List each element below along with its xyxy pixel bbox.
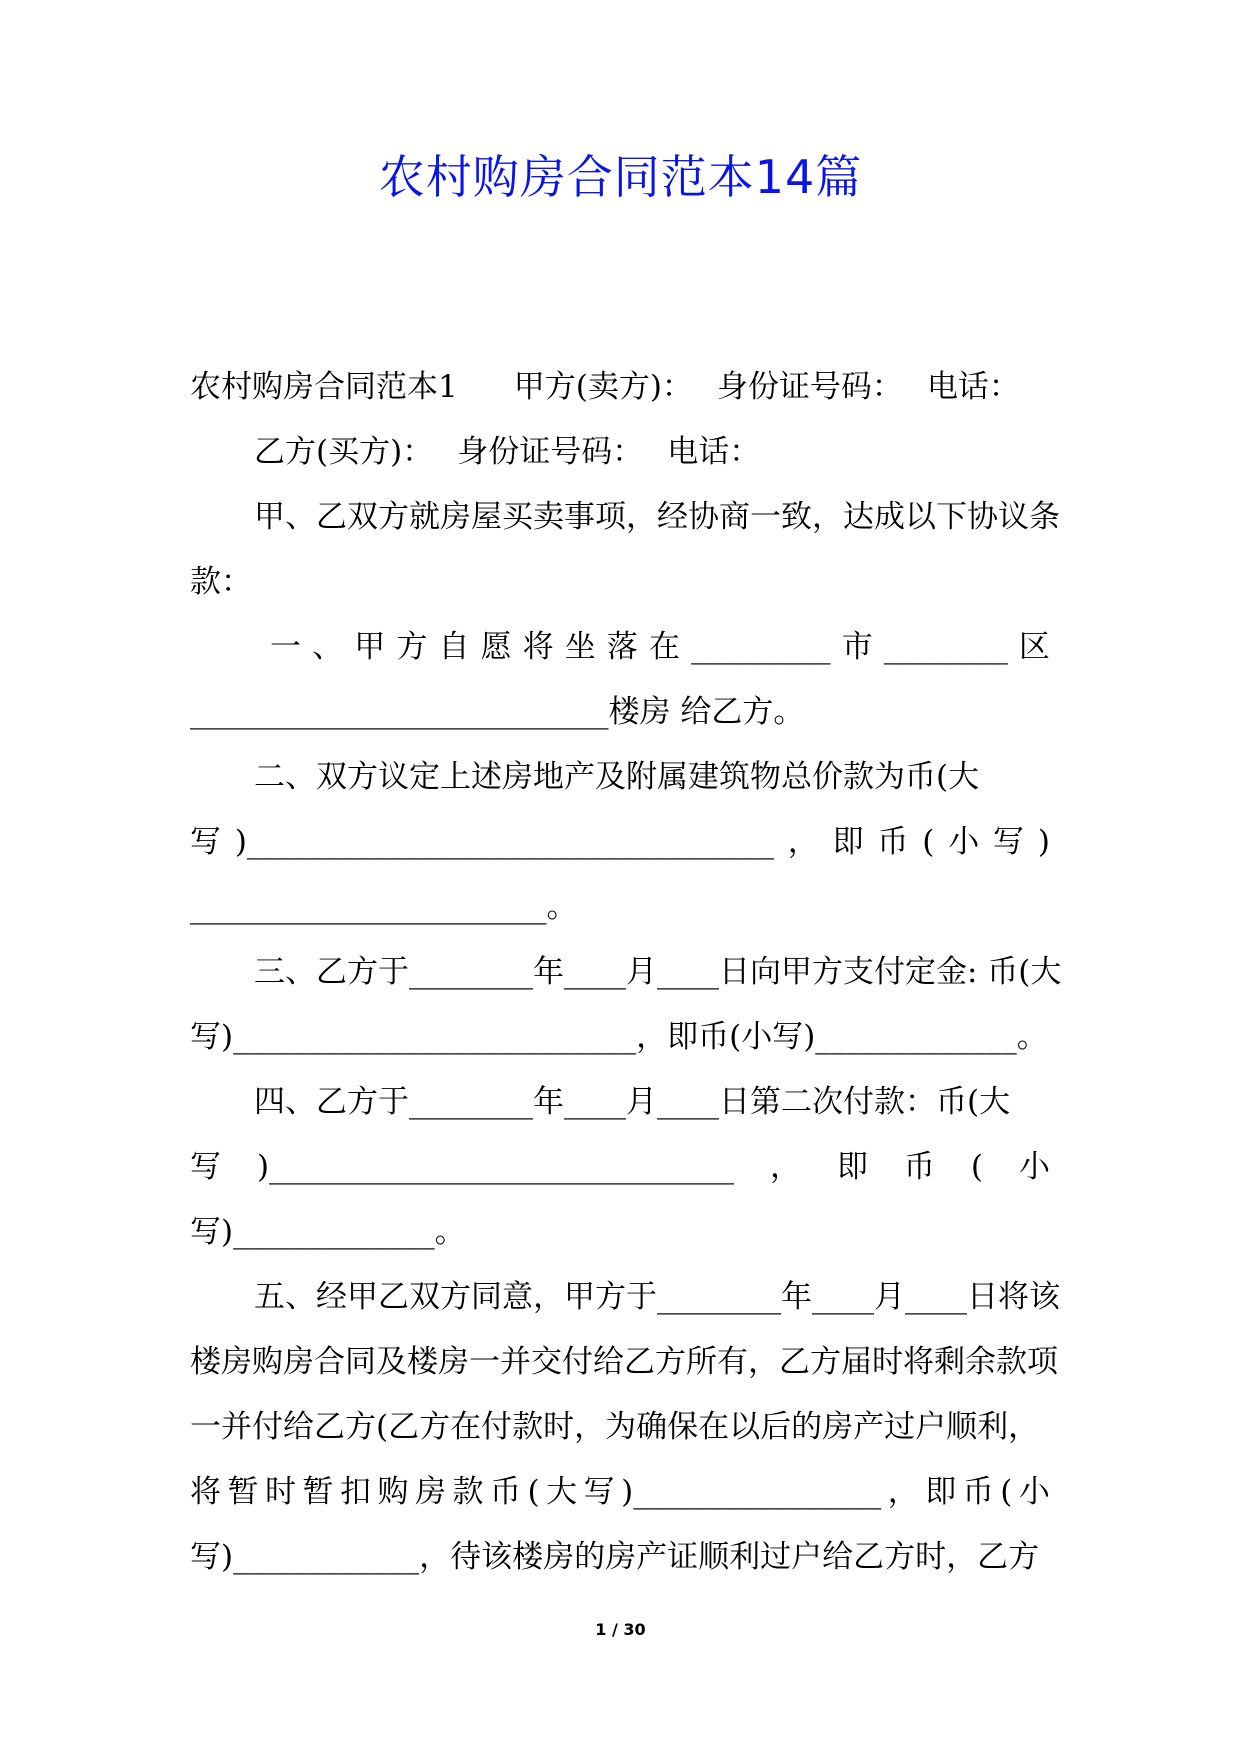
text-token: 将 [190, 1474, 221, 1510]
paragraph-line: 一并付给乙方(乙方在付款时，为确保在以后的房产过户顺利， [190, 1409, 1040, 1445]
paragraph-line: 四、乙方于________年____月____日第二次付款：币(大 [254, 1084, 1011, 1120]
text-token: 写 [583, 1474, 615, 1510]
text-token: 币 [490, 1474, 521, 1510]
paragraph-line: 五、经甲乙双方同意，甲方于________年____月____日将该 [254, 1279, 1060, 1315]
paragraph-line: 甲、乙双方就房屋买卖事项，经协商一致，达成以下协议条 [254, 499, 1060, 535]
text-token: ， [787, 824, 819, 860]
text-token: 甲 [354, 629, 386, 665]
paragraph-line: 二、双方议定上述房地产及附属建筑物总价款为币(大 [254, 759, 980, 795]
line-parties-b [190, 420, 1050, 485]
text-token: 小 [1018, 1149, 1050, 1185]
text-token: 小 [948, 824, 980, 860]
text-token: 即 [925, 1474, 957, 1510]
text-token: 区 [1018, 629, 1050, 665]
text-token: 时 [265, 1474, 296, 1510]
blank-field: )________________ [621, 1474, 882, 1510]
text-token: 大 [546, 1474, 578, 1510]
text-token: 愿 [480, 629, 512, 665]
blank-field: )______________________________ [256, 1149, 735, 1185]
blank-field: )__________________________________ [234, 824, 774, 860]
text-token: 坐 [564, 629, 596, 665]
clause-5-line [190, 1460, 1050, 1525]
text-token: 、 [312, 629, 344, 665]
paragraph-line: 楼房购房合同及楼房一并交付给乙方所有，乙方届时将剩余款项 [190, 1344, 1058, 1380]
text-token: 即 [836, 1149, 868, 1185]
party-b-label: 乙方(买方)： [254, 434, 434, 470]
text-token: 币 [962, 1474, 994, 1510]
paragraph-line: ___________________________楼房 给乙方。 [190, 694, 805, 730]
text-token: 落 [606, 629, 638, 665]
party-a-label: 甲方(卖方)： [513, 369, 693, 405]
text-token: ， [887, 1474, 919, 1510]
paragraph-line: _______________________。 [190, 889, 578, 925]
party-a-phone-label: 电话： [926, 369, 1020, 405]
paragraph-line: 写)__________________________，即币(小写)_____________。 [190, 1019, 1048, 1055]
text-token: ( [1000, 1474, 1013, 1510]
party-b-id-label: 身份证号码： [457, 434, 644, 470]
party-a-id-label: 身份证号码： [716, 369, 903, 405]
text-token: 购 [377, 1474, 409, 1510]
clause-1-line [190, 615, 1050, 680]
text-token: 市 [841, 629, 873, 665]
text-token: 写 [190, 824, 221, 860]
text-token: 币 [903, 1149, 935, 1185]
paragraph-line: 写)____________，待该楼房的房产证顺利过户给乙方时，乙方 [190, 1539, 1040, 1575]
text-token: ( [922, 824, 935, 860]
blank-field: _________ [691, 629, 831, 665]
text-token: 写 [993, 824, 1025, 860]
party-b-phone-label: 电话： [667, 434, 761, 470]
clause-4-line [190, 1135, 1050, 1200]
text-token: 即 [832, 824, 864, 860]
text-token: 将 [522, 629, 554, 665]
text-token: 一 [270, 629, 301, 665]
line-parties-a [190, 355, 1050, 420]
text-token: ) [1037, 824, 1050, 860]
text-token: 写 [190, 1149, 221, 1185]
clause-2-line [190, 810, 1050, 875]
contract-heading: 农村购房合同范本1 [190, 369, 458, 405]
text-token: 方 [396, 629, 428, 665]
paragraph-line: 三、乙方于________年____月____日向甲方支付定金: 币(大 [254, 954, 1062, 990]
text-token: ， [770, 1149, 802, 1185]
contract-body [190, 355, 1062, 1590]
text-token: 小 [1018, 1474, 1050, 1510]
paragraph-line: 写)_____________。 [190, 1214, 466, 1250]
text-token: 房 [415, 1474, 446, 1510]
text-token: ( [970, 1149, 983, 1185]
text-token: 币 [877, 824, 909, 860]
paragraph-line: 款： [190, 564, 252, 600]
page-number: 1 / 30 [595, 1620, 646, 1639]
text-token: 款 [452, 1474, 484, 1510]
text-token: 暂 [302, 1474, 334, 1510]
blank-field: ________ [883, 629, 1008, 665]
text-token: 自 [438, 629, 470, 665]
text-token: 扣 [340, 1474, 371, 1510]
text-token: 在 [648, 629, 680, 665]
text-token: ( [527, 1474, 540, 1510]
text-token: 暂 [227, 1474, 259, 1510]
document-title: 农村购房合同范本14篇 [378, 150, 863, 204]
